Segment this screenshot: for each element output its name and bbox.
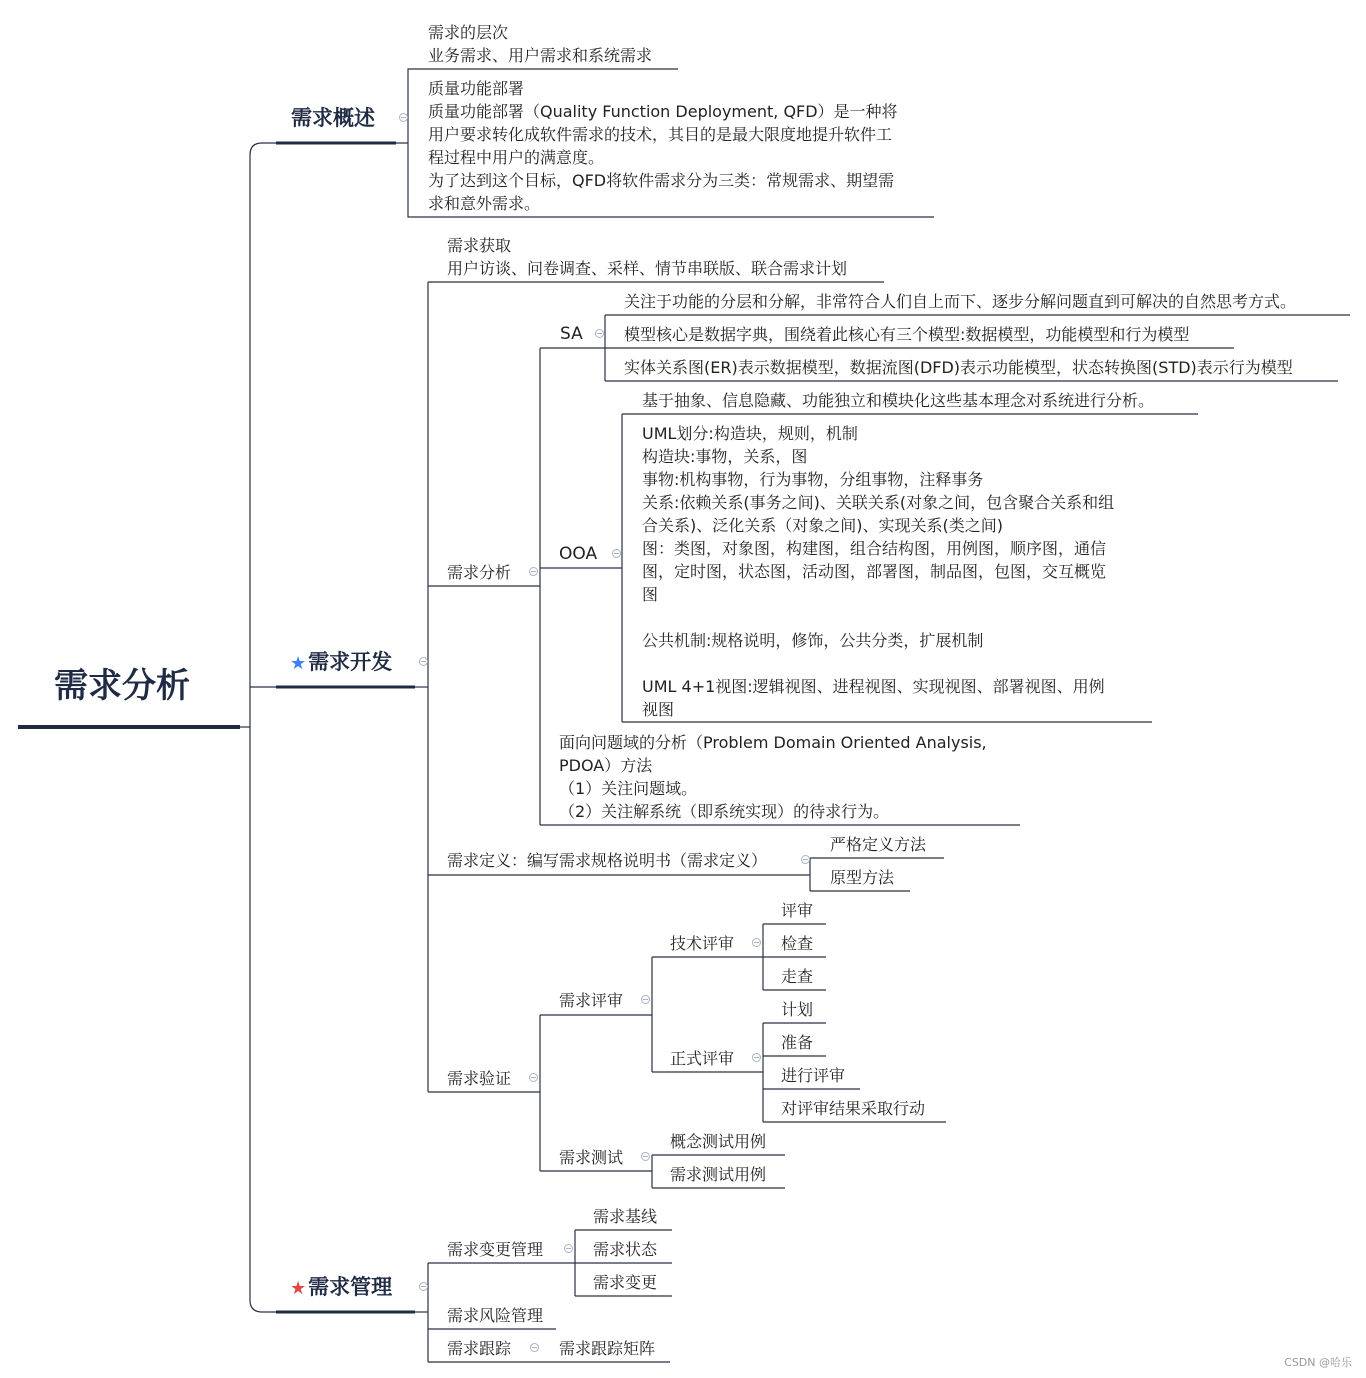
collapse-icon[interactable] — [419, 657, 428, 666]
node-sa[interactable]: SA — [560, 324, 583, 344]
node-formal-review[interactable]: 正式评审 — [670, 1049, 735, 1068]
node-change-item[interactable]: 需求基线 — [593, 1207, 658, 1226]
topic-management[interactable] — [290, 1274, 392, 1302]
topic-management-label: 需求管理 — [308, 1275, 393, 1299]
node-validation[interactable]: 需求验证 — [447, 1069, 512, 1088]
node-elicitation-text[interactable]: 用户访谈、问卷调查、采样、情节串联版、联合需求计划 — [447, 259, 848, 278]
node-tech-review-item[interactable]: 评审 — [781, 901, 814, 920]
node-ooa-uml[interactable]: UML划分:构造块，规则，机制 构造块:事物，关系，图 事物:机构事物，行为事物，分组事物，注释事务 关系:依赖关系(事务之间)、关联关系(对象之间，包含聚合关系和组 合关系)、泛化关系（对象之间)、实现关系(类之间) 图：类图，对象图，构建图，组合结构图，用例图，顺序图，通信 图，定时图，状态图，活动图，部署图，制品图，包图，交互概览 图 公共机制:规格说明，修饰，公共分类，扩展机制 UML 4+1视图:逻辑视图、进程视图、实现视图、部署视图、用例 视图 — [642, 424, 1115, 719]
node-req-test-item[interactable]: 概念测试用例 — [670, 1132, 767, 1151]
topic-overview[interactable]: 需求概述 — [291, 106, 375, 130]
root-topic[interactable]: 需求分析 — [54, 666, 190, 706]
watermark: CSDN @哈乐 — [1284, 1356, 1352, 1369]
node-pdoa[interactable]: 面向问题域的分析（Problem Domain Oriented Analysis, PDOA）方法 （1）关注问题域。 （2）关注解系统（即系统实现）的待求行为。 — [559, 733, 987, 821]
star-icon: ★ — [290, 1278, 307, 1299]
node-definition-method[interactable]: 严格定义方法 — [830, 835, 927, 854]
node-requirement-levels-text[interactable]: 业务需求、用户需求和系统需求 — [428, 46, 653, 65]
node-formal-review-item[interactable]: 对评审结果采取行动 — [781, 1099, 926, 1118]
node-requirement-levels-title[interactable]: 需求的层次 — [428, 23, 509, 42]
node-change-mgmt[interactable]: 需求变更管理 — [447, 1240, 544, 1259]
topic-development[interactable] — [290, 649, 392, 677]
node-sa-item[interactable]: 模型核心是数据字典，围绕着此核心有三个模型:数据模型，功能模型和行为模型 — [624, 325, 1190, 344]
collapse-icon[interactable] — [641, 1152, 650, 1161]
node-tech-review-item[interactable]: 检查 — [781, 934, 814, 953]
node-elicitation-title[interactable]: 需求获取 — [447, 236, 512, 255]
node-formal-review-item[interactable]: 进行评审 — [781, 1066, 846, 1085]
node-risk-mgmt[interactable]: 需求风险管理 — [447, 1306, 544, 1325]
node-tech-review-item[interactable]: 走查 — [781, 967, 814, 986]
collapse-icon[interactable] — [529, 567, 538, 576]
node-req-test[interactable]: 需求测试 — [559, 1148, 624, 1167]
node-sa-item[interactable]: 实体关系图(ER)表示数据模型，数据流图(DFD)表示功能模型，状态转换图(STD)表示行为模型 — [624, 358, 1293, 377]
node-sa-item[interactable]: 关注于功能的分层和分解，非常符合人们自上而下、逐步分解问题直到可解决的自然思考方式。 — [624, 292, 1297, 311]
node-tech-review[interactable]: 技术评审 — [670, 934, 735, 953]
node-tracking[interactable]: 需求跟踪 — [447, 1339, 512, 1358]
node-formal-review-item[interactable]: 计划 — [781, 1000, 814, 1019]
star-icon: ★ — [290, 653, 307, 674]
collapse-icon[interactable] — [612, 549, 621, 558]
node-change-item[interactable]: 需求状态 — [593, 1240, 658, 1259]
node-formal-review-item[interactable]: 准备 — [781, 1033, 814, 1052]
collapse-icon[interactable] — [419, 1282, 428, 1291]
collapse-icon[interactable] — [641, 995, 650, 1004]
node-qfd-title[interactable]: 质量功能部署 — [428, 79, 525, 98]
collapse-icon[interactable] — [564, 1244, 573, 1253]
node-definition-method[interactable]: 原型方法 — [830, 868, 895, 887]
collapse-icon[interactable] — [595, 329, 604, 338]
node-definition[interactable]: 需求定义：编写需求规格说明书（需求定义） — [447, 851, 768, 870]
topic-development-label: 需求开发 — [308, 650, 393, 674]
node-change-item[interactable]: 需求变更 — [593, 1273, 658, 1292]
node-ooa[interactable]: OOA — [559, 544, 598, 564]
node-review[interactable]: 需求评审 — [559, 991, 624, 1010]
node-ooa-basis[interactable]: 基于抽象、信息隐藏、功能独立和模块化这些基本理念对系统进行分析。 — [642, 391, 1155, 410]
collapse-icon[interactable] — [801, 855, 810, 864]
node-tracking-matrix[interactable]: 需求跟踪矩阵 — [559, 1339, 656, 1358]
collapse-icon[interactable] — [529, 1073, 538, 1082]
collapse-icon[interactable] — [752, 938, 761, 947]
collapse-icon[interactable] — [530, 1343, 539, 1352]
node-qfd-text[interactable]: 质量功能部署（Quality Function Deployment, QFD）是一种将 用户要求转化成软件需求的技术，其目的是最大限度地提升软件工 程过程中用户的满意度。 为了达到这个目标，QFD将软件需求分为三类：常规需求、期望需 求和意外需求。 — [428, 102, 898, 213]
node-req-test-item[interactable]: 需求测试用例 — [670, 1165, 767, 1184]
node-analysis[interactable]: 需求分析 — [447, 563, 512, 582]
collapse-icon[interactable] — [752, 1053, 761, 1062]
collapse-icon[interactable] — [399, 113, 408, 122]
